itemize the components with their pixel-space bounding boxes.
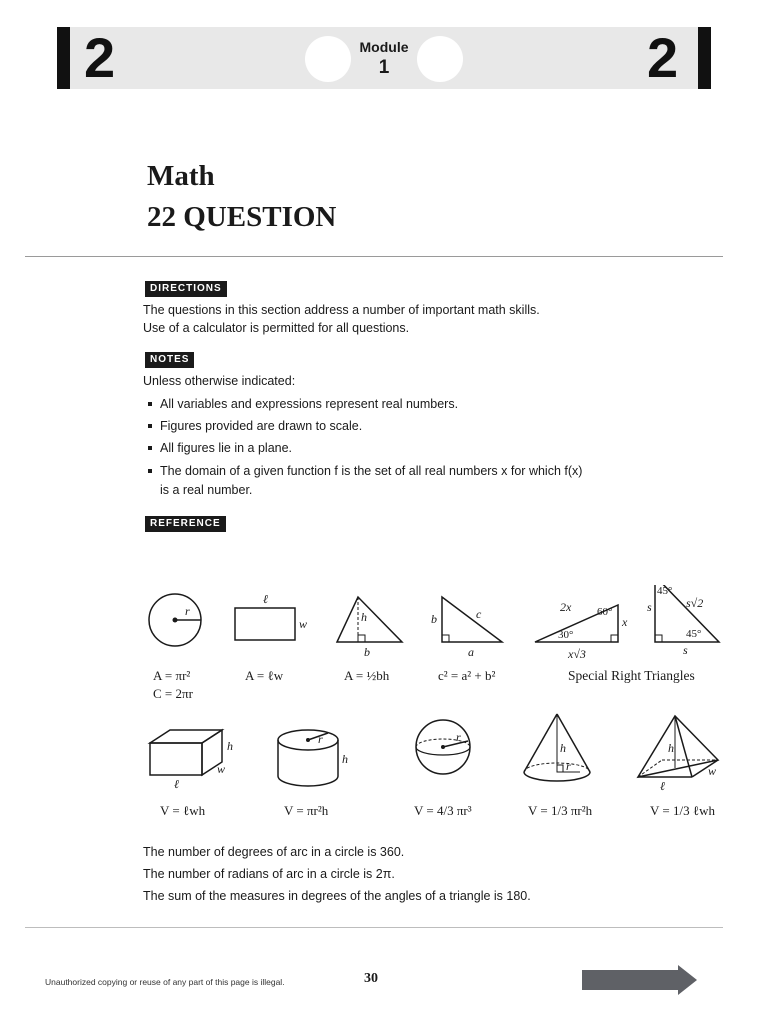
- pyramid-figure: [638, 716, 718, 793]
- bullet-dot: [148, 402, 152, 406]
- triangle-area-formula: A = ½bh: [344, 668, 390, 683]
- arrow-right-icon: [582, 965, 697, 995]
- reference-figures-row-1: [130, 585, 730, 665]
- notes-item-4: [148, 462, 582, 480]
- pyramid-height-label: h: [668, 741, 674, 755]
- fact-degrees: The number of degrees of arc in a circle is 360.: [143, 845, 405, 859]
- subject-title: Math: [147, 160, 215, 192]
- pyramid-width-label: w: [708, 764, 717, 778]
- height-label: h: [361, 610, 367, 624]
- bullet-dot: [148, 424, 152, 428]
- triangle-height-figure: [337, 597, 402, 659]
- header-bar-left: [57, 27, 70, 89]
- directions-tag: DIRECTIONS: [145, 281, 227, 297]
- box-length-label: ℓ: [174, 777, 179, 791]
- module-label: Module: [359, 39, 409, 55]
- two-x-label: 2x: [560, 600, 572, 614]
- box-volume-formula: V = ℓwh: [160, 803, 206, 818]
- box-figure: [150, 730, 233, 791]
- cone-volume-formula: V = 1/3 πr²h: [528, 803, 593, 818]
- reference-tag: REFERENCE: [145, 516, 226, 532]
- leg-a-label: a: [468, 645, 474, 659]
- notes-item-text: Figures provided are drawn to scale.: [160, 419, 363, 433]
- next-arrow-button[interactable]: [582, 965, 698, 995]
- hyp-c-label: c: [476, 607, 482, 621]
- cylinder-radius-label: r: [318, 732, 323, 746]
- copyright-notice: Unauthorized copying or reuse of any part of this page is illegal.: [45, 977, 285, 987]
- width-label: w: [299, 617, 308, 631]
- circle-circumference-formula: C = 2πr: [153, 686, 193, 701]
- fact-radians: The number of radians of arc in a circle is 2π.: [143, 867, 395, 881]
- x-root3-label: x√3: [568, 647, 586, 661]
- cylinder-height-label: h: [342, 752, 348, 766]
- sphere-figure: [416, 720, 470, 774]
- notes-item-1: [148, 395, 458, 413]
- forty-five-deg-bottom-label: 45°: [686, 628, 702, 640]
- notes-intro: Unless otherwise indicated:: [143, 374, 296, 388]
- forty-five-deg-top-label: 45°: [657, 585, 673, 597]
- section-number-right: 2: [647, 26, 679, 89]
- cylinder-figure: [278, 730, 348, 786]
- page-number: 30: [364, 971, 378, 986]
- bullet-dot: [148, 469, 152, 473]
- sphere-radius-label: r: [456, 730, 461, 744]
- x-label: x: [622, 615, 628, 629]
- special-right-triangles-label: Special Right Triangles: [568, 668, 695, 683]
- length-label: ℓ: [263, 592, 268, 606]
- cylinder-volume-formula: V = πr²h: [284, 803, 329, 818]
- box-height-label: h: [227, 739, 233, 753]
- directions-line-1: The questions in this section address a number of important math skills.: [143, 303, 540, 317]
- pyramid-length-label: ℓ: [660, 779, 665, 793]
- thirty-deg-label: 30°: [558, 629, 574, 641]
- fact-triangle-sum: The sum of the measures in degrees of the angles of a triangle is 180.: [143, 889, 531, 903]
- sphere-volume-formula: V = 4/3 πr³: [414, 803, 472, 818]
- triangle-45-45-90-figure: [647, 585, 719, 657]
- notes-item-4-cont: is a real number.: [160, 483, 253, 497]
- reference-figures-row-2: [130, 710, 730, 795]
- pythagorean-formula: c² = a² + b²: [438, 668, 496, 683]
- question-count-title: 22 QUESTION: [147, 201, 337, 233]
- box-width-label: w: [217, 762, 226, 776]
- rectangle-figure: [235, 592, 307, 640]
- directions-line-2: Use of a calculator is permitted for all questions.: [143, 321, 410, 335]
- right-triangle-figure: [431, 597, 502, 659]
- notes-tag: NOTES: [145, 352, 194, 368]
- sixty-deg-label: 60°: [597, 606, 613, 618]
- base-label: b: [364, 645, 370, 659]
- cone-radius-label: r: [566, 759, 571, 773]
- triangle-30-60-90-figure: [535, 600, 628, 661]
- section-number-left: 2: [84, 26, 116, 89]
- s-root2-label: s√2: [686, 596, 704, 610]
- rectangle-area-formula: A = ℓw: [245, 668, 284, 683]
- leg-b-label: b: [431, 612, 437, 626]
- title-divider: [25, 256, 723, 257]
- circle-figure: [149, 594, 201, 646]
- cone-height-label: h: [560, 741, 566, 755]
- header-bar-right: [698, 27, 711, 89]
- side-s-label: s: [647, 600, 652, 614]
- pyramid-volume-formula: V = 1/3 ℓwh: [650, 803, 715, 818]
- circle-area-formula: A = πr²: [153, 668, 191, 683]
- notes-item-3: [148, 439, 292, 457]
- notes-item-2: [148, 417, 362, 435]
- bullet-dot: [148, 446, 152, 450]
- radius-label: r: [185, 604, 190, 618]
- footer-divider: [25, 927, 723, 928]
- base-s-label: s: [683, 643, 688, 657]
- notes-item-text: The domain of a given function f is the set of all real numbers x for which f(x): [160, 464, 583, 478]
- cone-figure: [524, 714, 590, 781]
- module-number: 1: [378, 57, 390, 78]
- notes-item-text: All variables and expressions represent real numbers.: [160, 397, 459, 411]
- notes-item-text: All figures lie in a plane.: [160, 441, 293, 455]
